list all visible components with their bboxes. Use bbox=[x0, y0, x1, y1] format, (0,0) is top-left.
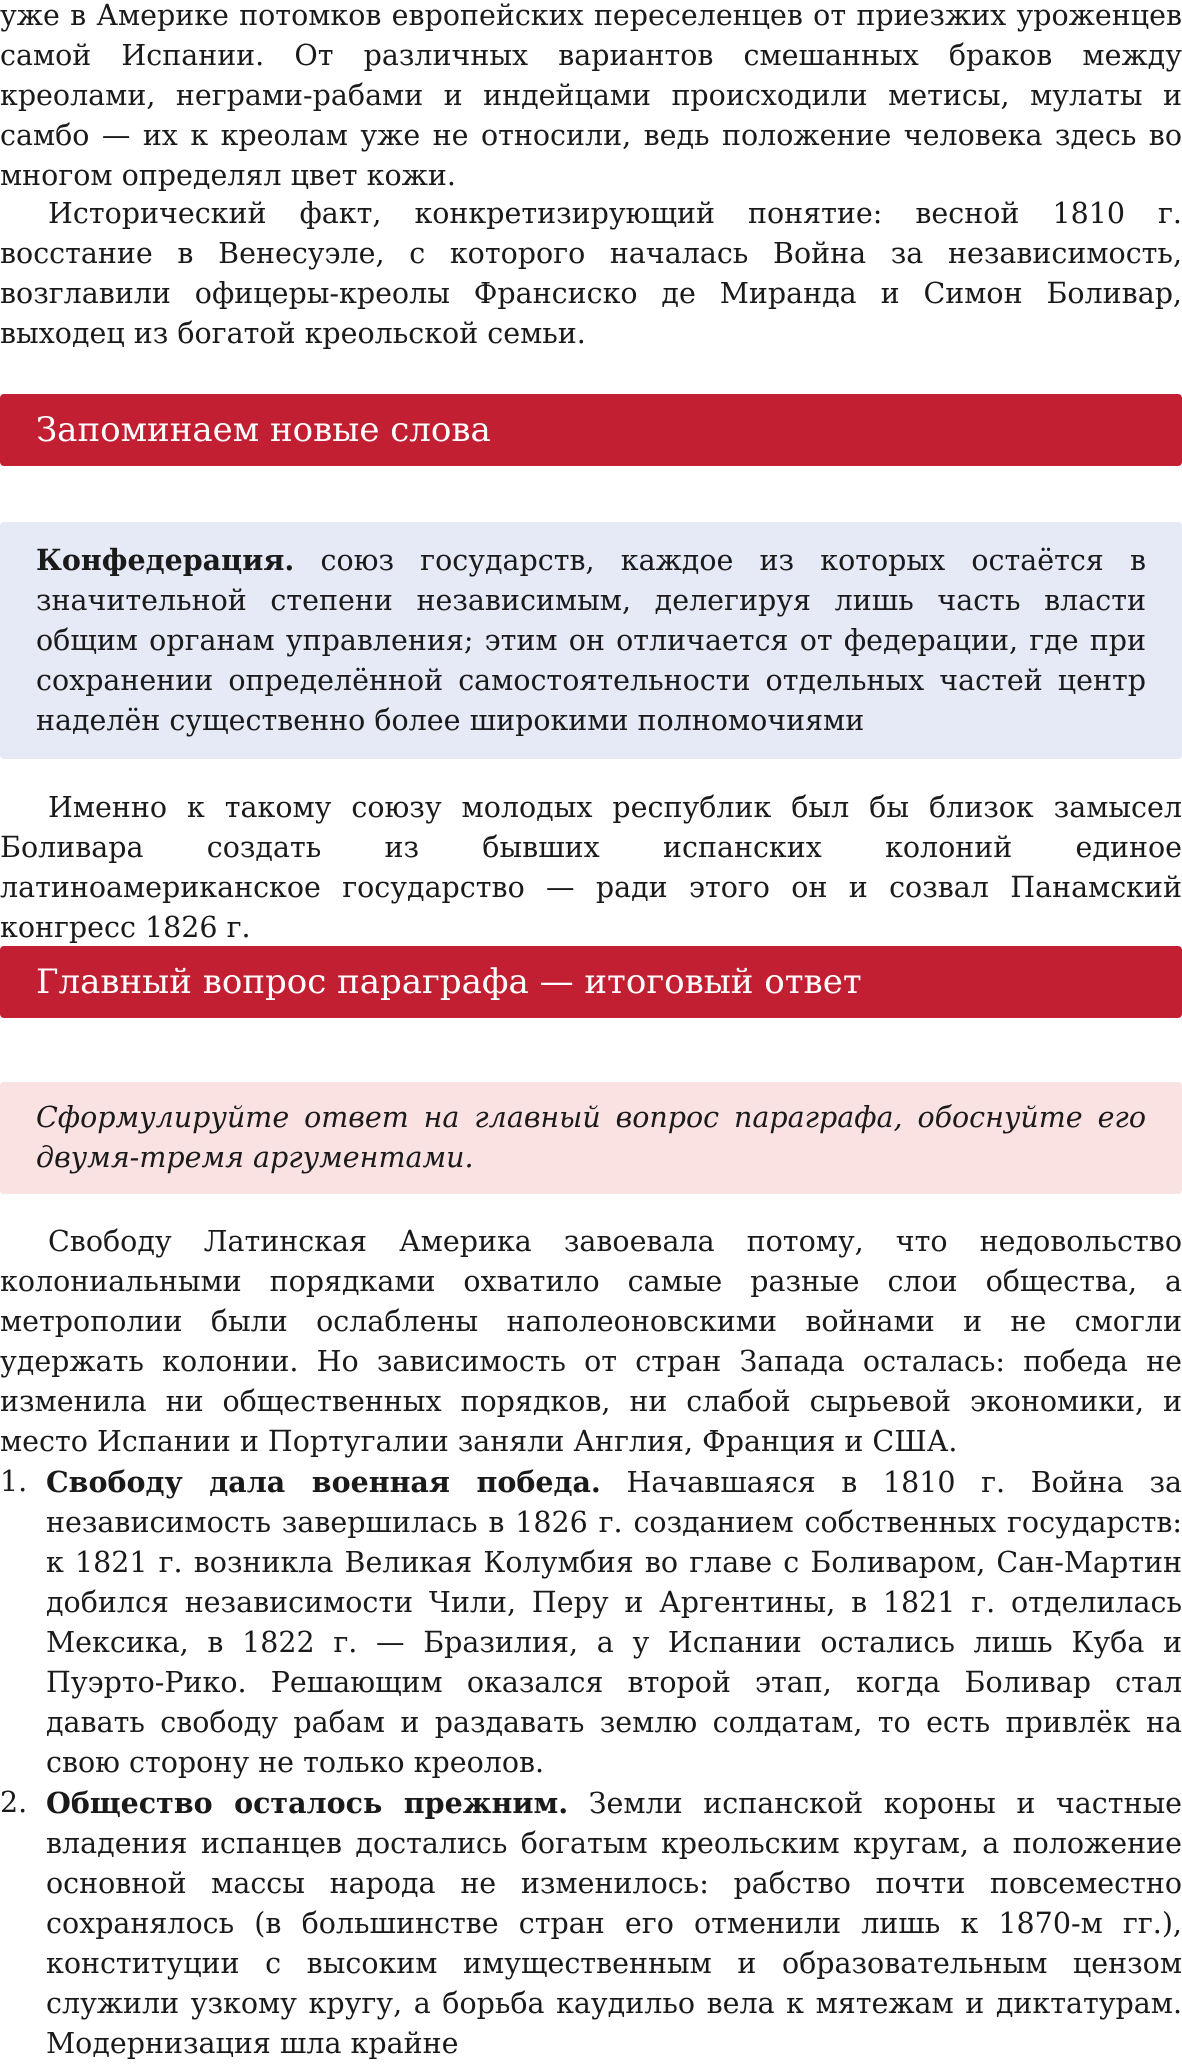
arguments-list bbox=[0, 1462, 1182, 2064]
main-question-heading: Главный вопрос параграфа — итоговый ответ bbox=[0, 946, 1182, 1018]
task-text: Сформулируйте ответ на главный вопрос параграфа, обоснуйте его двумя-тремя аргументами. bbox=[36, 1101, 1146, 1174]
definition-text bbox=[36, 540, 1146, 741]
list-item bbox=[0, 1783, 1182, 2064]
answer-paragraph: Свободу Латинская Америка завоевала потому, что недовольство колониальными порядками охватило самые разные слои общества, а метрополии были ослаблены наполеоновскими войнами и не смогли удержать колонии. Но зависимость от стран Запада осталась: победа не изменила ни общественных порядков, ни слабой сырьевой экономики, и место Испании и Португалии заняли Англия, Франция и США. bbox=[0, 1225, 1182, 1458]
new-words-heading: Запоминаем новые слова bbox=[0, 394, 1182, 466]
list-item-lead: Общество осталось прежним. bbox=[46, 1786, 569, 1820]
list-item-number: 1. bbox=[0, 1465, 28, 1498]
historical-fact-paragraph: Исторический факт, конкретизирующий понятие: весной 1810 г. восстание в Венесуэле, с которого началась Война за независимость, возглавили офицеры-креолы Франсиско де Миранда и Симон Боливар, выходец из богатой креольской семьи. bbox=[0, 197, 1182, 350]
list-item bbox=[0, 1462, 1182, 1783]
list-item-text: Земли испанской короны и частные владения испанцев достались богатым креольским кругам, а положение основной массы народа не изменилось: рабство почти повсеместно сохранялось (в большинстве стран его отменили лишь к 1870-м гг.), конституции с высоким имущественным и образовательным цензом служили узкому кругу, а борьба каудильо вела к мятежам и диктатурам. Модернизация шла крайне bbox=[46, 1787, 1182, 2060]
confederation-paragraph: Именно к такому союзу молодых республик был бы близок замысел Боливара создать из бывших испанских колоний единое латиноамериканское государство — ради этого он и созвал Панамский конгресс 1826 г. bbox=[0, 791, 1182, 944]
definition-body: союз государств, каждое из которых остаётся в значительной степени независимым, делегируя лишь часть власти общим органам управления; этим он отличается от федерации, где при сохранении определённой самостоятельности отдельных частей центр наделён существенно более широкими полномочиями bbox=[36, 544, 1146, 737]
list-item-number: 2. bbox=[0, 1786, 28, 1819]
definition-box bbox=[0, 522, 1182, 759]
list-item-text: Начавшаяся в 1810 г. Война за независимость завершилась в 1826 г. созданием собственных государств: к 1821 г. возникла Великая Колумбия во главе с Боливаром, Сан-Мартин добился независимости Чили, Перу и Аргентины, в 1821 г. отделилась Мексика, в 1822 г. — Бразилия, а у Испании остались лишь Куба и Пуэрто-Рико. Решающим оказался второй этап, когда Боливар стал давать свободу рабам и раздавать землю солдатам, то есть привлёк на свою сторону не только креолов. bbox=[46, 1466, 1182, 1779]
list-item-lead: Свободу дала военная победа. bbox=[46, 1465, 601, 1499]
intro-paragraph: уже в Америке потомков европейских переселенцев от приезжих уроженцев самой Испании. От различных вариантов смешанных браков между креолами, неграми-рабами и индейцами происходили метисы, мулаты и самбо — их к креолам уже не относили, ведь положение человека здесь во многом определял цвет кожи. bbox=[0, 0, 1182, 192]
definition-term: Конфедерация. bbox=[36, 543, 295, 577]
task-box bbox=[0, 1082, 1182, 1194]
